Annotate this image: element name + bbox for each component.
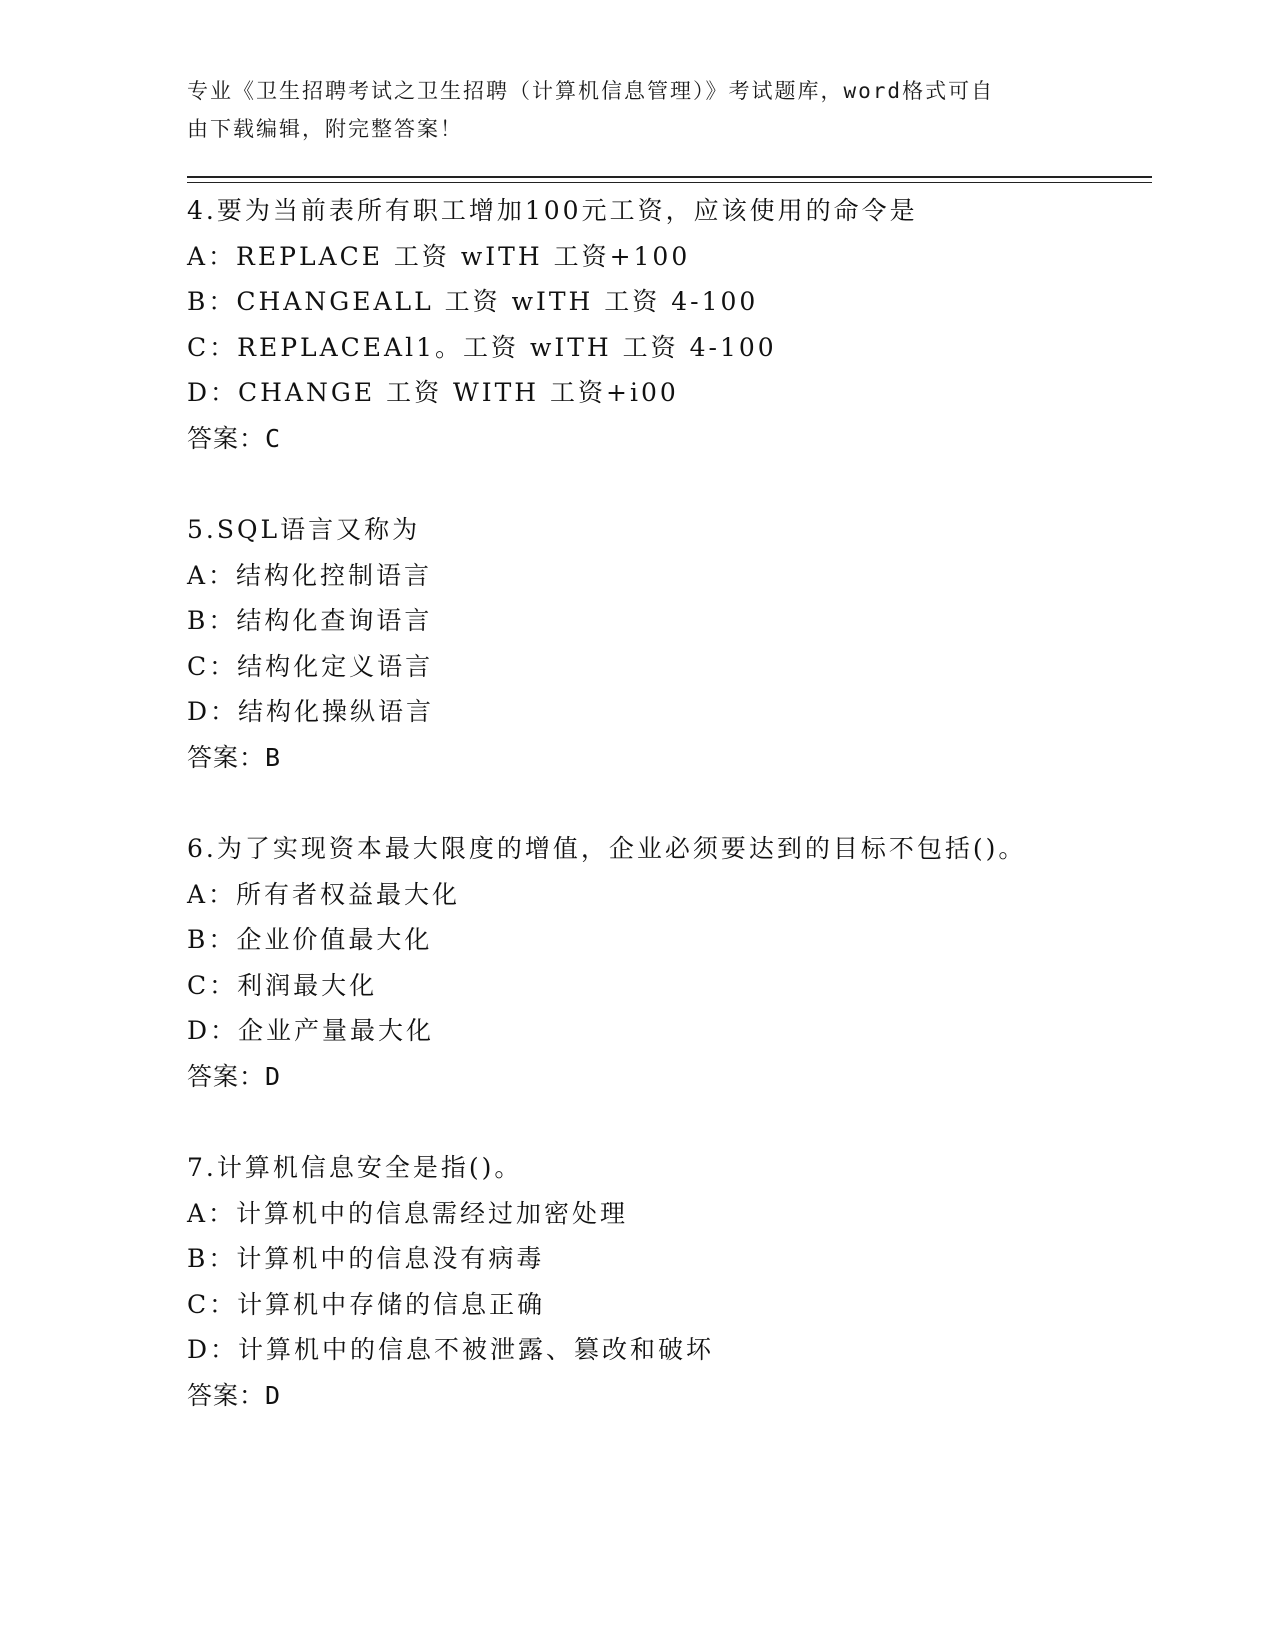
option-a: A：结构化控制语言	[187, 560, 433, 590]
option-c: C：REPLACEAl1。工资 wITH 工资 4-100	[187, 332, 777, 362]
option-d: D：CHANGE 工资 WITH 工资+i00	[187, 378, 679, 407]
answer-line	[187, 1373, 1147, 1419]
option-b: B：结构化查询语言	[187, 606, 433, 635]
answer-value: C	[265, 423, 282, 453]
answer-label: 答案：	[187, 742, 266, 772]
option-c: C：结构化定义语言	[187, 651, 434, 681]
header-line-2: 由下载编辑，附完整答案！	[187, 117, 463, 141]
question-7	[187, 1145, 1147, 1418]
option-c: C：利润最大化	[187, 970, 378, 1000]
document-header	[187, 72, 1087, 148]
question-6	[187, 826, 1147, 1099]
answer-label: 答案：	[187, 1380, 266, 1410]
answer-label: 答案：	[187, 1061, 266, 1091]
answer-line	[187, 735, 1147, 781]
option-c: C：计算机中存储的信息正确	[187, 1289, 546, 1319]
question-stem: 5.SQL语言又称为	[187, 515, 421, 544]
option-a: A：REPLACE 工资 wITH 工资+100	[187, 241, 691, 271]
question-stem: 6.为了实现资本最大限度的增值，企业必须要达到的目标不包括()。	[187, 834, 1027, 863]
option-a: A：所有者权益最大化	[187, 879, 461, 909]
header-divider-thick	[187, 176, 1152, 178]
option-b: B：计算机中的信息没有病毒	[187, 1244, 545, 1273]
header-divider-thin	[187, 182, 1152, 183]
answer-value: D	[265, 1061, 282, 1091]
question-list	[187, 188, 1147, 1464]
question-stem: 7.计算机信息安全是指()。	[187, 1153, 523, 1182]
question-stem: 4.要为当前表所有职工增加100元工资，应该使用的命令是	[187, 196, 918, 225]
question-5	[187, 507, 1147, 780]
answer-label: 答案：	[187, 423, 266, 453]
question-4	[187, 188, 1147, 461]
answer-value: B	[265, 742, 282, 772]
option-d: D：结构化操纵语言	[187, 697, 435, 726]
header-line-1: 专业《卫生招聘考试之卫生招聘（计算机信息管理）》考试题库，word格式可自	[187, 79, 995, 103]
option-a: A：计算机中的信息需经过加密处理	[187, 1198, 629, 1228]
option-d: D：企业产量最大化	[187, 1016, 435, 1045]
answer-line	[187, 1054, 1147, 1100]
option-d: D：计算机中的信息不被泄露、篡改和破坏	[187, 1335, 715, 1364]
option-b: B：CHANGEALL 工资 wITH 工资 4-100	[187, 287, 759, 316]
answer-line	[187, 416, 1147, 462]
option-b: B：企业价值最大化	[187, 925, 433, 954]
answer-value: D	[265, 1380, 282, 1410]
